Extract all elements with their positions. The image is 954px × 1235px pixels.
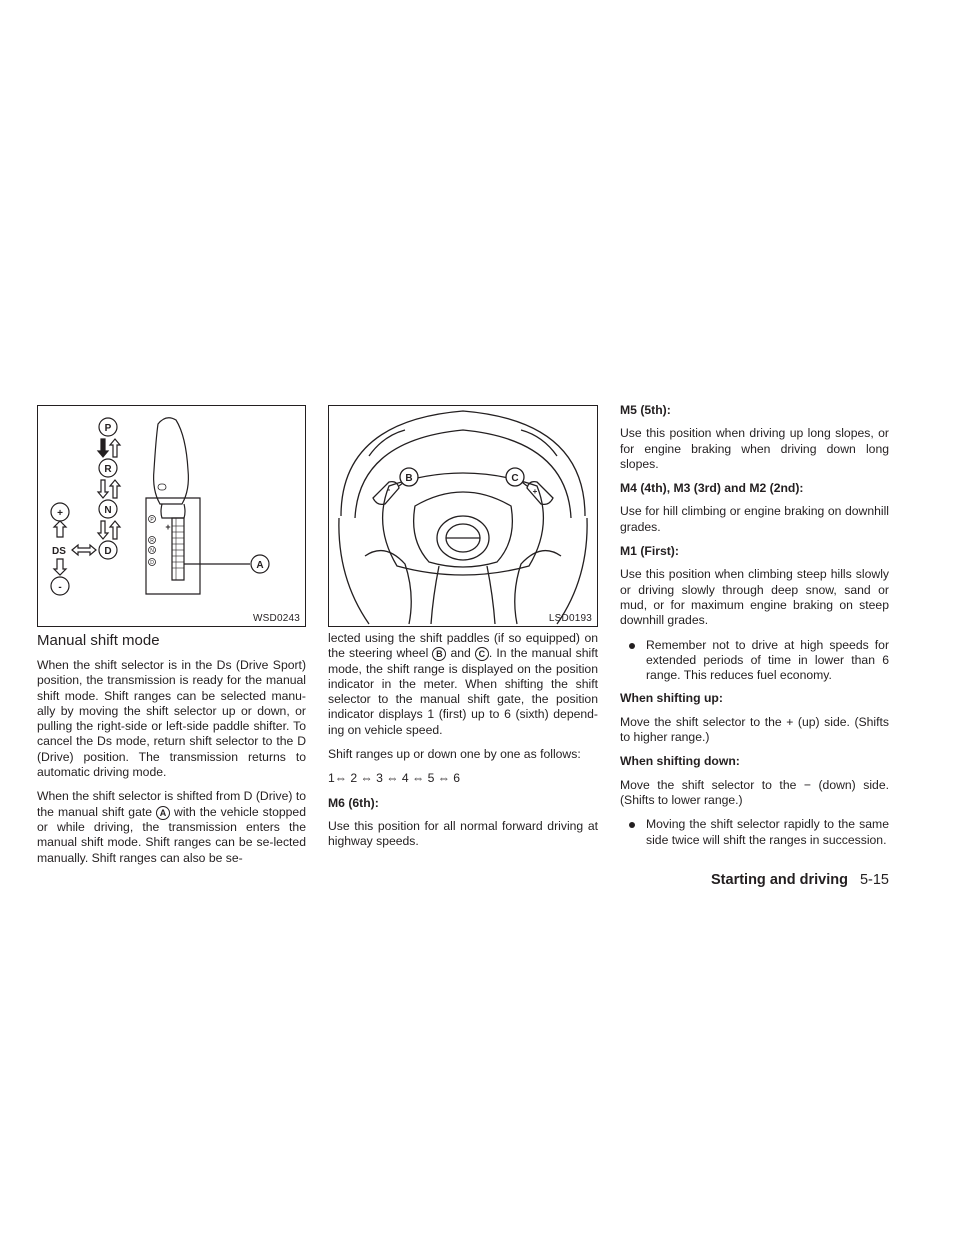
paragraph: When the shift selector is in the Ds (Drive Sport) position, the transmission is ready for the manual shift mode. Shift ranges can be selected manu-ally by moving the shift selector up or down, or pulling the right-side or left-side paddle shifter. To cancel the Ds mode, return shift selector to the D (Drive) position. The transmission returns to automatic driving mode. (37, 658, 306, 780)
callout-a-icon: A (156, 806, 170, 820)
paragraph: Use this position for all normal forward driving at highway speeds. (328, 818, 598, 849)
shift-sequence: 1⇔ 2 ⇔ 3 ⇔ 4 ⇔ 5 ⇔ 6 (328, 771, 461, 786)
page-footer (711, 872, 889, 888)
page-number: 5-15 (859, 872, 889, 888)
label-b: B (405, 473, 413, 484)
paragraph: Move the shift selector to the − (down) side. (Shifts to lower range.) (620, 777, 889, 807)
callout-c-icon: C (475, 647, 489, 661)
column-1 (37, 658, 306, 875)
paragraph: Move the shift selector to the + (up) side. (Shifts to higher range.) (620, 714, 889, 745)
bullet-list (620, 817, 889, 848)
steering-wheel-figure (328, 405, 598, 627)
paragraph: Use this position when driving up long slopes, or for engine braking when driving down long slopes. (620, 426, 889, 471)
gate-d-label: D (150, 560, 154, 566)
list-item: Moving the shift selector rapidly to the same side twice will shift the ranges in succession. (620, 817, 889, 848)
paragraph: When the shift selector is shifted from D (Drive) to the manual shift gate A with the vehicle stopped or while driving, the transmission enters the manual shift mode. Shift ranges can be se-lected manually. Shift ranges can also be se- (37, 789, 306, 865)
steering-wheel-illustration (329, 406, 597, 626)
callout-b-icon: B (432, 647, 446, 661)
figure-code: WSD0243 (253, 613, 300, 624)
figure-code: LSD0193 (548, 613, 592, 624)
label-p: P (104, 423, 112, 434)
paragraph: Use for hill climbing or engine braking on downhill grades. (620, 504, 889, 534)
heading-m4: M4 (4th), M3 (3rd) and M2 (2nd): (620, 481, 804, 496)
label-r: R (104, 464, 112, 475)
footer-section-title: Starting and driving (711, 872, 848, 888)
bullet-list (620, 638, 889, 684)
heading-m5: M5 (5th): (620, 403, 671, 417)
heading-shifting-up: When shifting up: (620, 691, 723, 706)
label-minus: - (58, 582, 62, 593)
column-2 (328, 631, 598, 859)
label-n: N (104, 505, 112, 516)
paddle-plus-label: + (532, 487, 538, 496)
heading-shifting-down: When shifting down: (620, 754, 740, 769)
gate-n-label: N (150, 548, 154, 554)
heading-m6: M6 (6th): (328, 795, 379, 810)
paragraph: lected using the shift paddles (if so equipped) on the steering wheel B and C . In the manual shift mode, the shift range is displayed on the position indicator in the meter. When shifting the shift selector to the manual shift gate, the position indicator displays 1 (first) up to 6 (sixth) depend-ing on vehicle speed. (328, 631, 598, 737)
column-3 (620, 403, 889, 856)
shift-selector-figure (37, 405, 306, 627)
list-item: Remember not to drive at high speeds for extended periods of time in lower than 6 range. This reduces fuel economy. (620, 638, 889, 684)
shift-selector-illustration (38, 406, 305, 626)
paragraph: Use this position when climbing steep hills slowly or driving slowly through deep snow, sand or mud, or for maximum engine braking on steep downhill grades. (620, 567, 889, 628)
label-plus: + (57, 508, 63, 519)
section-title: Manual shift mode (37, 632, 160, 649)
label-d: D (104, 546, 112, 557)
heading-m1: M1 (First): (620, 544, 679, 559)
label-ds: DS (52, 546, 66, 557)
paragraph: Shift ranges up or down one by one as follows: (328, 747, 581, 762)
gate-p-label: P (150, 517, 154, 523)
label-c: C (511, 473, 519, 484)
gate-plus-label: + (165, 522, 171, 532)
paddle-minus-label: - (387, 485, 391, 494)
gate-r-label: R (150, 538, 154, 544)
label-callout-a: A (256, 560, 264, 571)
